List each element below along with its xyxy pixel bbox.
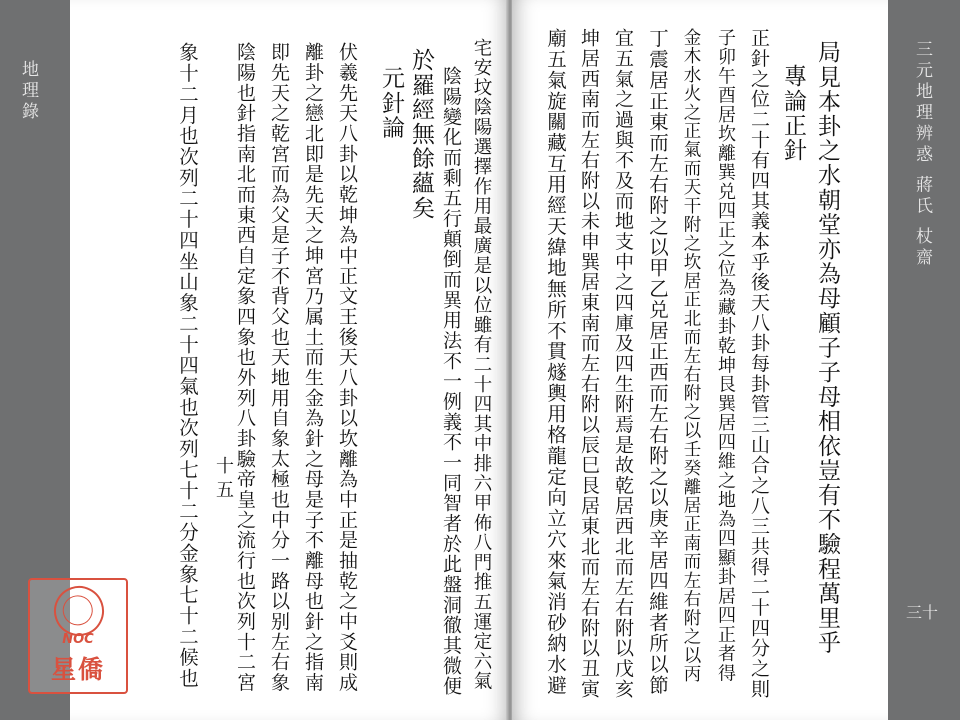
stamp-cjk-text: 星僑 [50,655,105,684]
left-page-column-8: 陰陽也針指南北而東西自定象四象也外列八卦驗帝皇之流行也次列十二宮 [234,42,256,693]
right-page-column-9: 廟五氣旋關藏互用經天緯地無所不貫燧輿用格龍定向立穴來氣消砂納水避 [544,28,567,696]
left-page-column-2: 陰陽變化而剩五行顛倒而異用法不一例義不一同智者於此盤洞徹其微便 [440,66,462,697]
right-page-column-7: 宜五氣之過與不及而地支中之四庫及四生附焉是故乾居西北而左右附以戊亥 [612,28,634,699]
right-page-column-6: 丁震居正東而左右附之以甲乙兑居正西而左右附之以庚辛居四維者所以節 [646,28,669,696]
left-page-column-7: 即先天之乾宮而為父是子不背父也天地用自象太極也中分一路以别左右象 [268,42,290,693]
right-page [512,0,888,720]
left-page-column-6: 離卦之戀北即是先天之坤宮乃属土而生金為針之母是子不離母也針之指南 [302,42,324,693]
stamp-latin-text: NOC [62,632,94,647]
right-page-heading: 專論正針 [780,64,806,163]
left-page-column-5: 伏羲先天八卦以乾坤為中正文王後天八卦以坎離為中正是抽乾之中爻則成 [336,42,358,693]
right-book-edge [888,0,960,720]
right-page-column-1: 局見本卦之水朝堂亦為母顧子子母相依豈有不驗程萬里乎 [814,40,840,655]
left-page [50,0,511,720]
left-page-column-9: 象十二月也次列二十四坐山象二十四氣也次列七十二分金象七十二候也 [176,42,199,689]
left-page-column-3: 於羅經無餘蘊矣 [408,48,434,221]
left-page-column-1: 宅安坟陰陽選擇作用最廣是以位雖有二十四其中排六甲佈八門推五運定六氣 [471,38,492,692]
right-edge-page-number: 三十 [906,603,939,622]
right-page-column-8: 坤居西南而左右附以未申巽居東南而左右附以辰巳艮居東北而左右附以丑寅 [578,28,600,699]
left-page-heading: 元針論 [378,66,404,140]
right-page-column-3: 正針之位二十有四其義本乎後天八卦每卦管三山合之八三共得二十四分之則 [748,28,770,699]
right-page-column-4: 子卯午酉居坎離巽兑四正之位為藏卦乾坤艮巽居四維之地為四顯卦居四正者得 [715,28,736,683]
left-page-folio: 十五 [213,456,234,504]
right-spine-text: 三元地理辨惑 蔣氏 杖齋 [912,40,932,269]
publisher-stamp [28,578,128,694]
right-page-column-5: 金木水火之正氣而天干附之坎居正北而左右附之以壬癸離居正南而左右附之以丙 [681,28,701,684]
left-spine-text: 地理錄 [18,60,38,123]
